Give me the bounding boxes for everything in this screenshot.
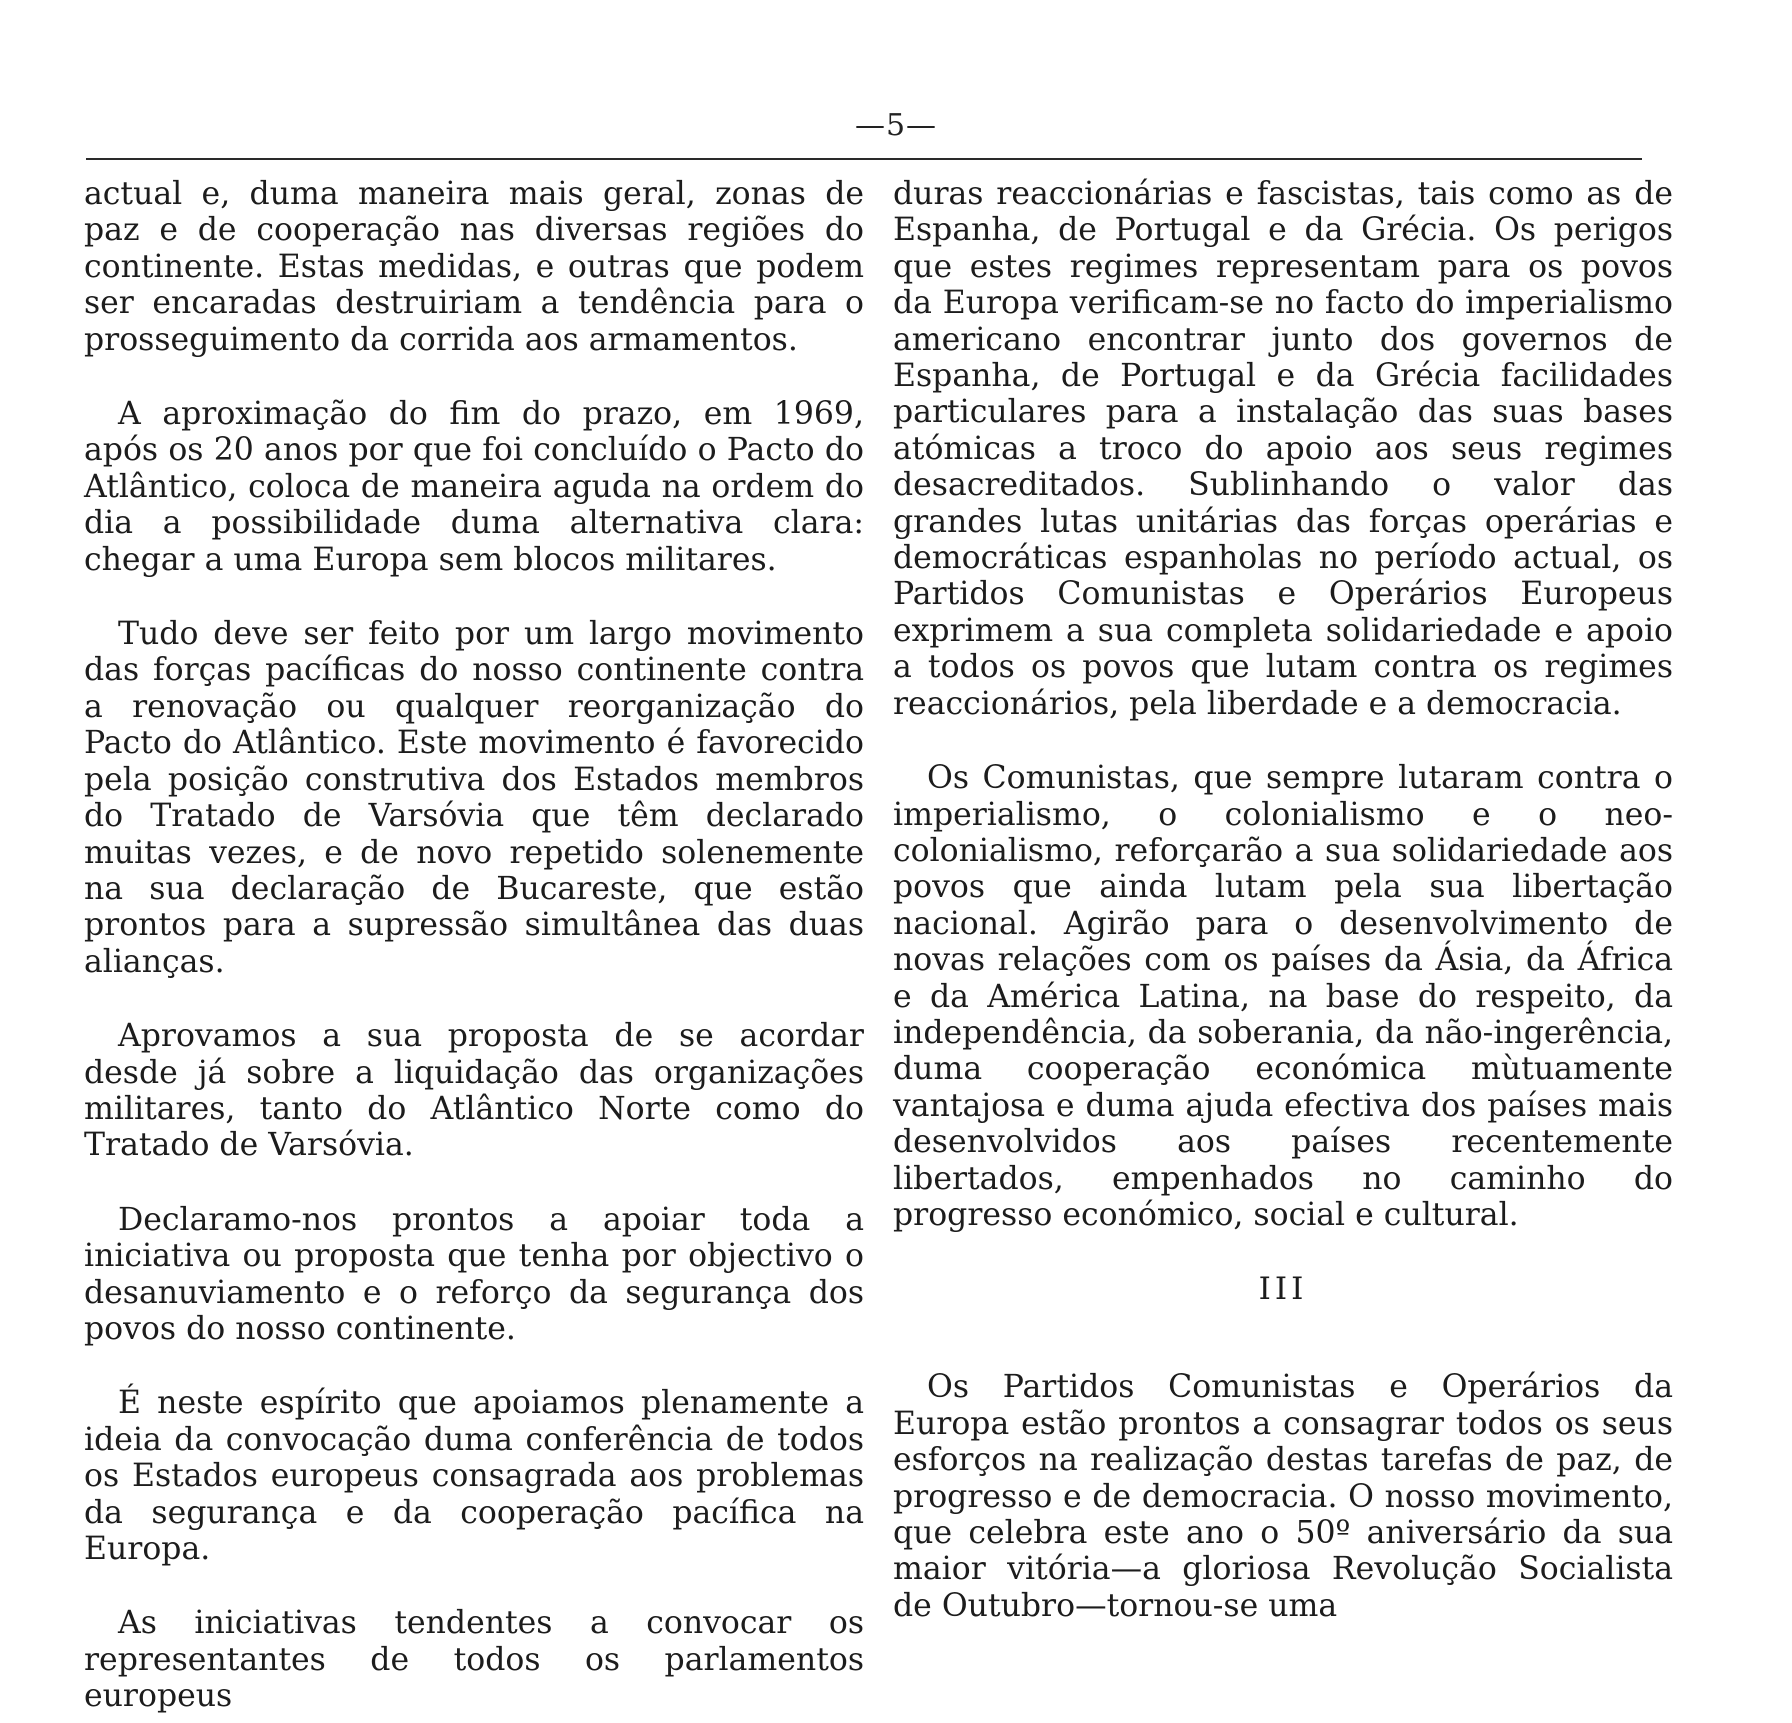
- paragraph: Aprovamos a sua proposta de se acordar desde já sobre a liquidação das organizações militares, tanto do Atlântico Norte como do Tratado de Varsóvia.: [84, 1018, 864, 1164]
- paragraph: As iniciativas tendentes a convocar os representantes de todos os parlamentos europeus: [84, 1605, 864, 1715]
- paragraph: actual e, duma maneira mais geral, zonas de paz e de cooperação nas diversas regiões do continente. Estas medidas, e outras que podem ser encaradas destruiriam a tendência para o prosseguimento da corrida aos armamentos.: [84, 176, 864, 358]
- paragraph: Os Comunistas, que sempre lutaram contra o imperialismo, o colonialismo e o neo-colonialismo, reforçarão a sua solidariedade aos povos que ainda lutam pela sua libertação nacional. Agirão para o desenvolvimento de novas relações com os países da Ásia, da África e da América Latina, na base do respeito, da independência, da soberania, da não-ingerência, duma cooperação económica mùtuamente vantajosa e duma ajuda efectiva dos países mais desenvolvidos aos países recentemente libertados, empenhados no caminho do progresso económico, social e cultural.: [893, 760, 1673, 1233]
- paragraph: Declaramo-nos prontos a apoiar toda a iniciativa ou proposta que tenha por objectivo o desanuviamento e o reforço da segurança dos povos do nosso continente.: [84, 1201, 864, 1347]
- header-rule: [86, 158, 1642, 160]
- paragraph: A aproximação do fim do prazo, em 1969, após os 20 anos por que foi concluído o Pacto do Atlântico, coloca de maneira aguda na ordem do dia a possibilidade duma alternativa clara: chegar a uma Europa sem blocos militares.: [84, 396, 864, 578]
- paragraph: Os Partidos Comunistas e Operários da Europa estão prontos a consagrar todos os seus esforços na realização destas tarefas de paz, de progresso e de democracia. O nosso movimento, que celebra este ano o 50º aniversário da sua maior vitória—a gloriosa Revolução Socialista de Outubro—tornou-se uma: [893, 1369, 1673, 1624]
- page-number: —5—: [854, 108, 938, 143]
- paragraph: Tudo deve ser feito por um largo movimento das forças pacíficas do nosso continente contra a renovação ou qualquer reorganização do Pacto do Atlântico. Este movimento é favorecido pela posição construtiva dos Estados membros do Tratado de Varsóvia que têm declarado muitas vezes, e de novo repetido solenemente na sua declaração de Bucareste, que estão prontos para a supressão simultânea das duas alianças.: [84, 616, 864, 980]
- paragraph: duras reaccionárias e fascistas, tais como as de Espanha, de Portugal e da Grécia. Os perigos que estes regimes representam para os povos da Europa verificam-se no facto do imperialismo americano encontrar junto dos governos de Espanha, de Portugal e da Grécia facilidades particulares para a instalação das suas bases atómicas a troco do apoio aos seus regimes desacreditados. Sublinhando o valor das grandes lutas unitárias das forças operárias e democráticas espanholas no período actual, os Partidos Comunistas e Operários Europeus exprimem a sua completa solidariedade e apoio a todos os povos que lutam contra os regimes reaccionários, pela liberdade e a democracia.: [893, 176, 1673, 722]
- section-heading: III: [1258, 1271, 1308, 1308]
- right-column: [893, 176, 1673, 1624]
- left-column: [84, 176, 864, 1715]
- paragraph: É neste espírito que apoiamos plenamente a ideia da convocação duma conferência de todos os Estados europeus consagrada aos problemas da segurança e da cooperação pacífica na Europa.: [84, 1385, 864, 1567]
